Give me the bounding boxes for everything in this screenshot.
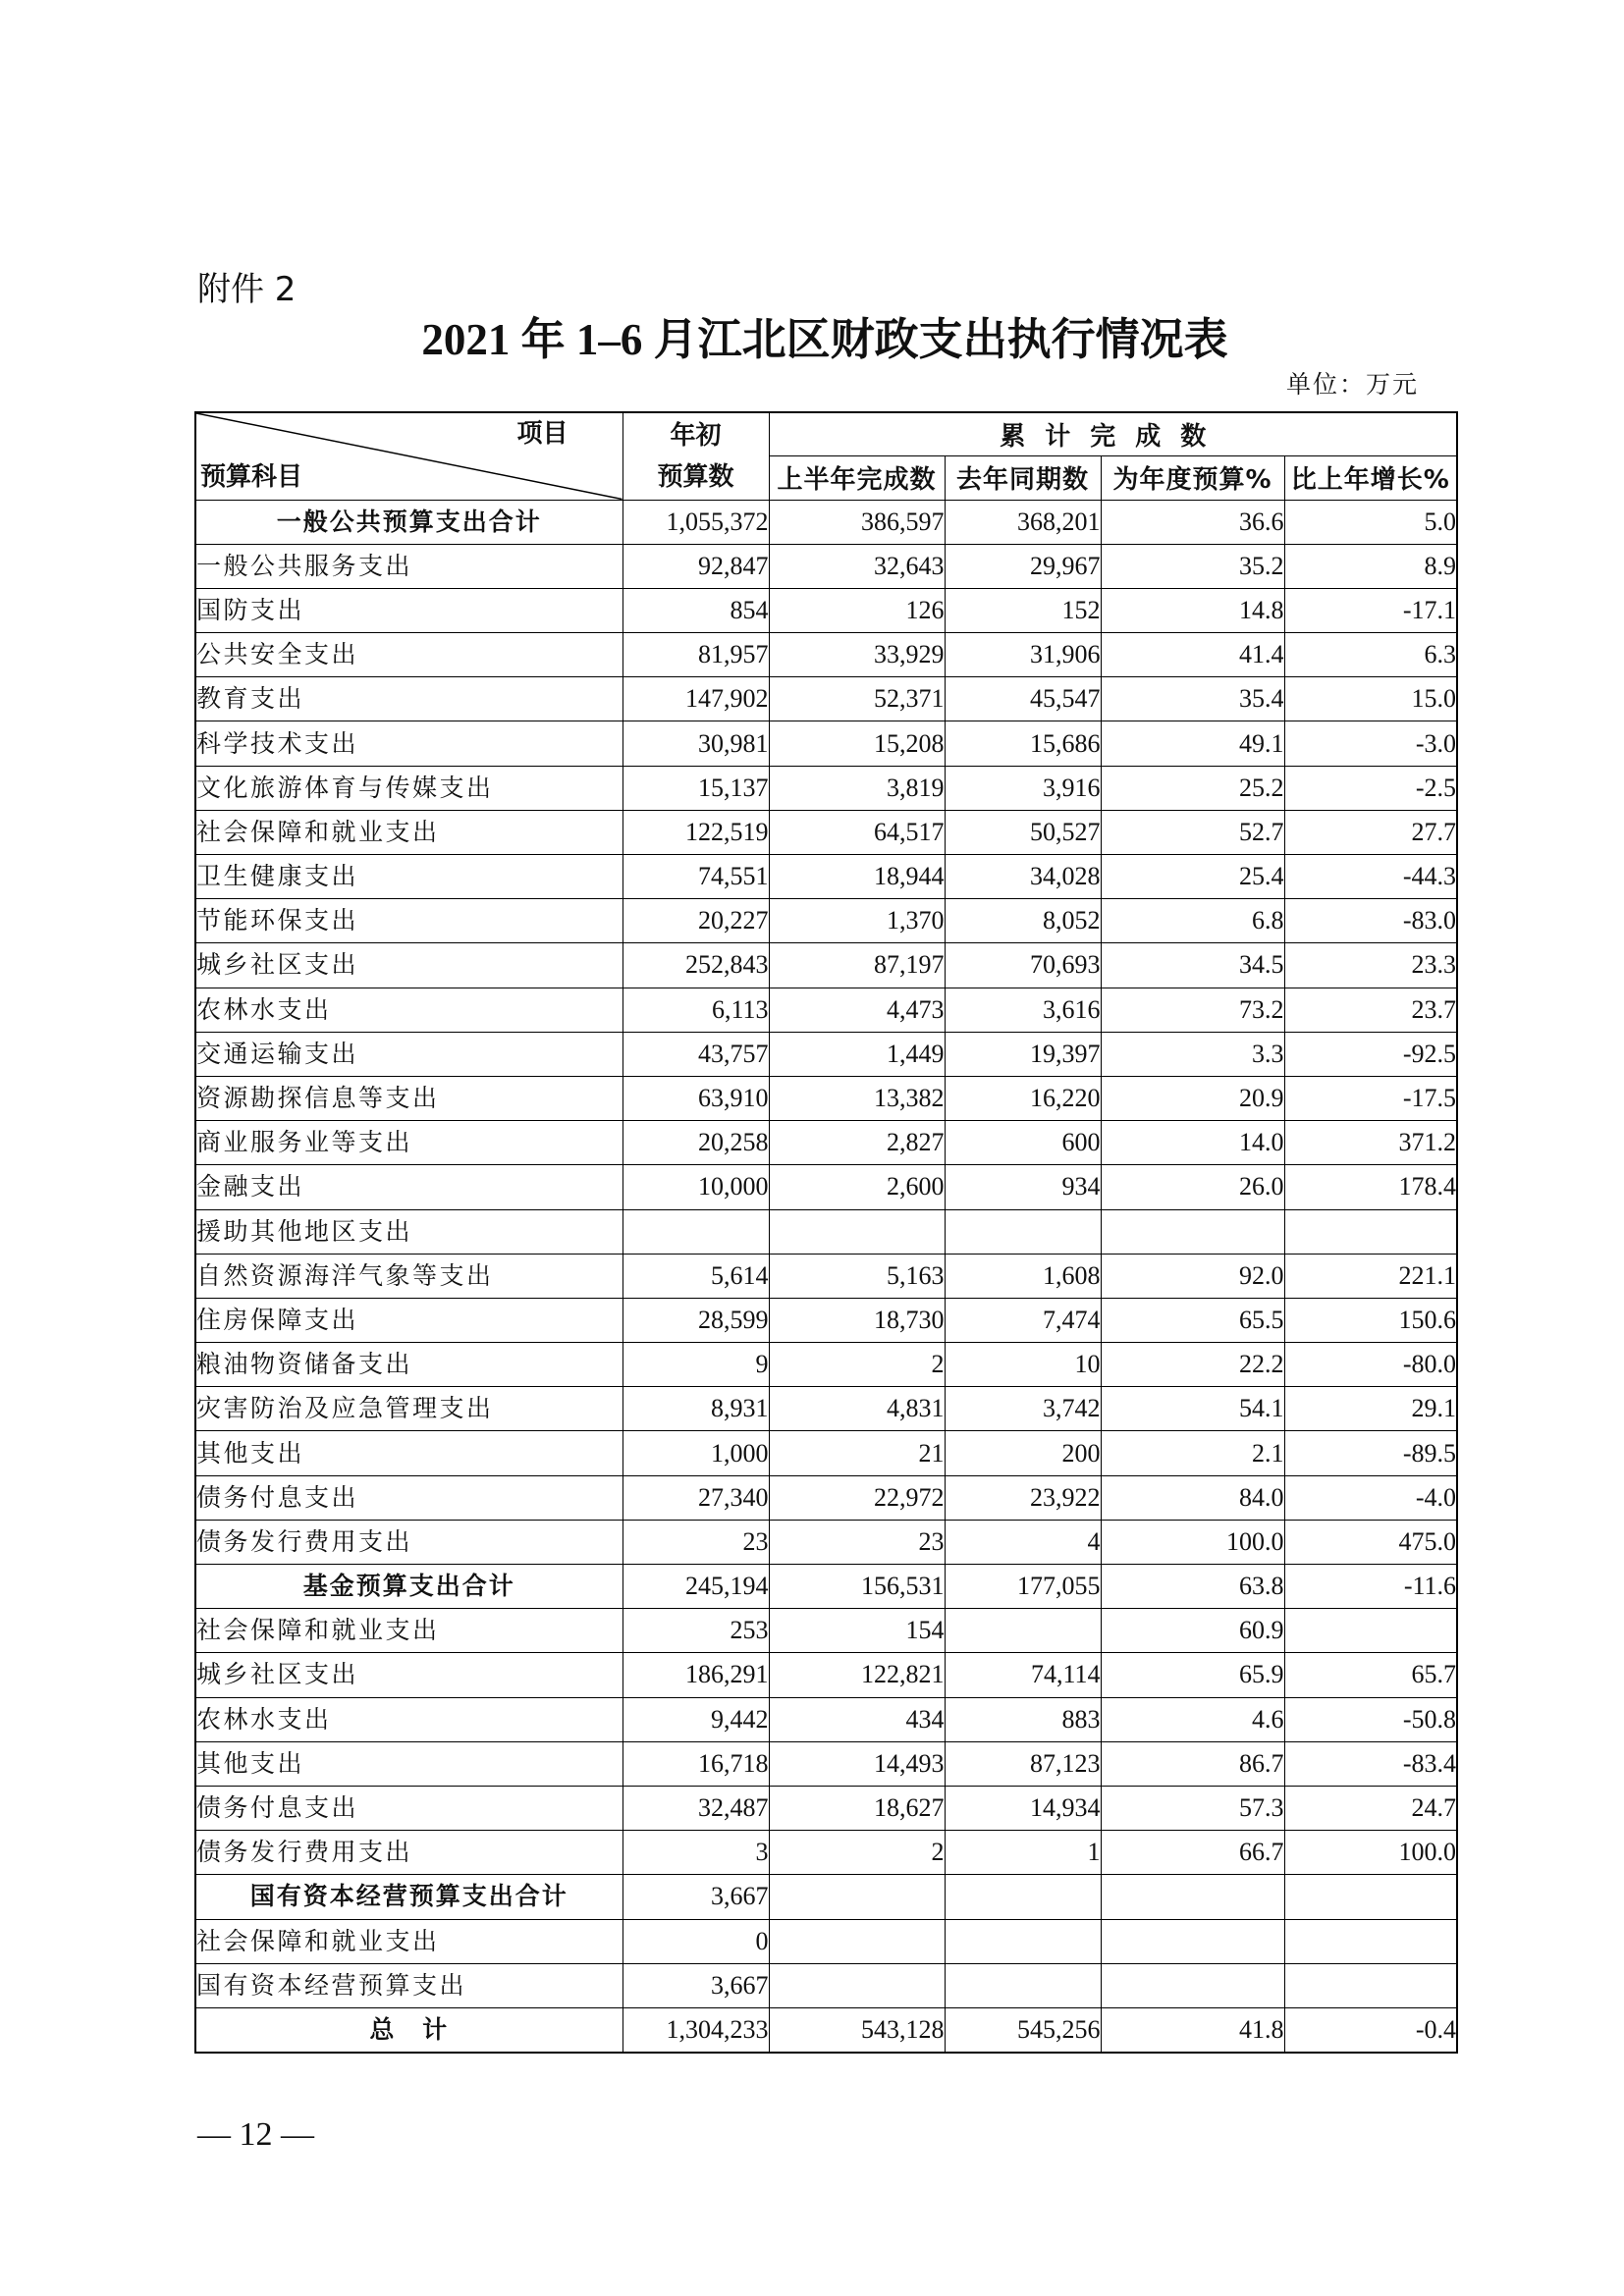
cell-annual-budget: 27,340 (623, 1475, 769, 1520)
unit-label: 单位：万元 (1285, 370, 1419, 399)
cell-pct-of-budget: 100.0 (1101, 1520, 1284, 1564)
table-row (195, 810, 1457, 854)
cell-pct-of-budget: 25.4 (1101, 855, 1284, 899)
table-row (195, 855, 1457, 899)
table-row (195, 1475, 1457, 1520)
cell-prior-year: 14,934 (945, 1786, 1101, 1830)
row-label: 债务发行费用支出 (195, 1520, 623, 1564)
cell-annual-budget: 32,487 (623, 1786, 769, 1830)
table-row (195, 1831, 1457, 1875)
cell-growth-pct: -11.6 (1284, 1565, 1457, 1609)
attachment-label: 附件 2 (197, 270, 297, 309)
document-title: 2021 年 1–6 月江北区财政支出执行情况表 (421, 315, 1228, 364)
cell-annual-budget: 74,551 (623, 855, 769, 899)
cell-annual-budget: 81,957 (623, 633, 769, 677)
cell-growth-pct: -83.0 (1284, 899, 1457, 943)
cell-annual-budget: 10,000 (623, 1165, 769, 1209)
total-row (195, 2007, 1457, 2052)
table-row (195, 544, 1457, 588)
cell-growth-pct (1284, 1919, 1457, 1963)
cell-annual-budget: 63,910 (623, 1076, 769, 1120)
row-label: 一般公共预算支出合计 (195, 500, 623, 544)
header-pct-of-budget: 为年度预算% (1101, 455, 1284, 500)
row-label: 债务付息支出 (195, 1475, 623, 1520)
row-label: 资源勘探信息等支出 (195, 1076, 623, 1120)
table-row (195, 1431, 1457, 1475)
cell-annual-budget: 20,227 (623, 899, 769, 943)
row-label: 社会保障和就业支出 (195, 1609, 623, 1653)
table-row (195, 721, 1457, 766)
row-label: 自然资源海洋气象等支出 (195, 1254, 623, 1298)
cell-pct-of-budget: 60.9 (1101, 1609, 1284, 1653)
row-label: 粮油物资储备支出 (195, 1343, 623, 1387)
cell-growth-pct: 5.0 (1284, 500, 1457, 544)
cell-annual-budget: 1,000 (623, 1431, 769, 1475)
cell-annual-budget: 9 (623, 1343, 769, 1387)
cell-growth-pct: 100.0 (1284, 1831, 1457, 1875)
cell-h1-completed: 434 (769, 1697, 945, 1741)
header-cumulative-completed: 累计完成数 (769, 412, 1457, 455)
table-row (195, 1786, 1457, 1830)
cell-prior-year: 29,967 (945, 544, 1101, 588)
cell-prior-year: 8,052 (945, 899, 1101, 943)
cell-h1-completed (769, 1209, 945, 1254)
cell-pct-of-budget: 36.6 (1101, 500, 1284, 544)
table-row (195, 1076, 1457, 1120)
table-row (195, 1165, 1457, 1209)
cell-pct-of-budget: 4.6 (1101, 1697, 1284, 1741)
row-label: 基金预算支出合计 (195, 1565, 623, 1609)
cell-h1-completed: 4,831 (769, 1387, 945, 1431)
cell-growth-pct: -50.8 (1284, 1697, 1457, 1741)
cell-growth-pct: 15.0 (1284, 677, 1457, 721)
row-label: 社会保障和就业支出 (195, 810, 623, 854)
cell-annual-budget: 43,757 (623, 1032, 769, 1076)
cell-annual-budget: 122,519 (623, 810, 769, 854)
cell-prior-year: 74,114 (945, 1653, 1101, 1697)
cell-growth-pct: 178.4 (1284, 1165, 1457, 1209)
row-label: 社会保障和就业支出 (195, 1919, 623, 1963)
cell-pct-of-budget: 14.8 (1101, 588, 1284, 632)
cell-growth-pct (1284, 1963, 1457, 2007)
cell-growth-pct: 65.7 (1284, 1653, 1457, 1697)
cell-prior-year: 50,527 (945, 810, 1101, 854)
cell-h1-completed: 64,517 (769, 810, 945, 854)
cell-growth-pct: -0.4 (1284, 2007, 1457, 2052)
cell-h1-completed: 2,600 (769, 1165, 945, 1209)
cell-growth-pct: -80.0 (1284, 1343, 1457, 1387)
cell-h1-completed: 154 (769, 1609, 945, 1653)
table-row (195, 1209, 1457, 1254)
cell-prior-year (945, 1963, 1101, 2007)
cell-prior-year: 4 (945, 1520, 1101, 1564)
header-prior-year: 去年同期数 (945, 455, 1101, 500)
header-h1-completed: 上半年完成数 (769, 455, 945, 500)
cell-h1-completed: 2 (769, 1343, 945, 1387)
cell-annual-budget: 245,194 (623, 1565, 769, 1609)
table-row (195, 1653, 1457, 1697)
header-growth-pct: 比上年增长% (1284, 455, 1457, 500)
cell-growth-pct: -3.0 (1284, 721, 1457, 766)
cell-prior-year (945, 1875, 1101, 1919)
table-row (195, 766, 1457, 810)
expenditure-table (194, 411, 1458, 2054)
table-row (195, 1032, 1457, 1076)
cell-pct-of-budget: 26.0 (1101, 1165, 1284, 1209)
row-label: 节能环保支出 (195, 899, 623, 943)
cell-pct-of-budget (1101, 1963, 1284, 2007)
cell-prior-year: 23,922 (945, 1475, 1101, 1520)
table-row (195, 1919, 1457, 1963)
cell-pct-of-budget: 63.8 (1101, 1565, 1284, 1609)
cell-h1-completed: 18,944 (769, 855, 945, 899)
row-label: 金融支出 (195, 1165, 623, 1209)
cell-h1-completed: 21 (769, 1431, 945, 1475)
cell-prior-year: 152 (945, 588, 1101, 632)
cell-growth-pct: -83.4 (1284, 1741, 1457, 1786)
table-row (195, 588, 1457, 632)
row-label: 其他支出 (195, 1741, 623, 1786)
cell-pct-of-budget: 54.1 (1101, 1387, 1284, 1431)
table-row (195, 633, 1457, 677)
total-row (195, 1565, 1457, 1609)
cell-prior-year: 883 (945, 1697, 1101, 1741)
table-row (195, 1741, 1457, 1786)
cell-h1-completed: 543,128 (769, 2007, 945, 2052)
cell-pct-of-budget: 22.2 (1101, 1343, 1284, 1387)
cell-growth-pct: 29.1 (1284, 1387, 1457, 1431)
cell-prior-year (945, 1209, 1101, 1254)
cell-growth-pct: -17.1 (1284, 588, 1457, 632)
cell-prior-year (945, 1609, 1101, 1653)
cell-prior-year: 3,616 (945, 988, 1101, 1032)
cell-prior-year: 934 (945, 1165, 1101, 1209)
cell-pct-of-budget: 92.0 (1101, 1254, 1284, 1298)
row-label: 一般公共服务支出 (195, 544, 623, 588)
cell-pct-of-budget: 86.7 (1101, 1741, 1284, 1786)
cell-growth-pct: 371.2 (1284, 1121, 1457, 1165)
cell-annual-budget: 28,599 (623, 1298, 769, 1342)
total-row (195, 500, 1457, 544)
cell-pct-of-budget (1101, 1919, 1284, 1963)
row-label: 农林水支出 (195, 988, 623, 1032)
cell-prior-year: 10 (945, 1343, 1101, 1387)
cell-pct-of-budget: 65.9 (1101, 1653, 1284, 1697)
cell-h1-completed: 33,929 (769, 633, 945, 677)
header-budget-line1: 年初 (670, 420, 722, 451)
table-row (195, 1609, 1457, 1653)
cell-prior-year: 200 (945, 1431, 1101, 1475)
cell-growth-pct: 6.3 (1284, 633, 1457, 677)
table-row (195, 899, 1457, 943)
cell-annual-budget: 8,931 (623, 1387, 769, 1431)
cell-annual-budget: 186,291 (623, 1653, 769, 1697)
total-row (195, 1875, 1457, 1919)
page-number: — 12 — (197, 2116, 314, 2153)
cell-h1-completed: 126 (769, 588, 945, 632)
cell-growth-pct: 221.1 (1284, 1254, 1457, 1298)
cell-growth-pct: 150.6 (1284, 1298, 1457, 1342)
row-label: 科学技术支出 (195, 721, 623, 766)
cell-pct-of-budget: 35.4 (1101, 677, 1284, 721)
cell-prior-year: 1 (945, 1831, 1101, 1875)
cell-h1-completed: 18,730 (769, 1298, 945, 1342)
cell-h1-completed: 5,163 (769, 1254, 945, 1298)
cell-pct-of-budget: 73.2 (1101, 988, 1284, 1032)
table-row (195, 1343, 1457, 1387)
header-corner-cell (195, 412, 623, 500)
cell-prior-year: 545,256 (945, 2007, 1101, 2052)
cell-prior-year: 7,474 (945, 1298, 1101, 1342)
row-label: 文化旅游体育与传媒支出 (195, 766, 623, 810)
table-row (195, 1387, 1457, 1431)
cell-pct-of-budget: 66.7 (1101, 1831, 1284, 1875)
cell-annual-budget: 147,902 (623, 677, 769, 721)
cell-pct-of-budget: 3.3 (1101, 1032, 1284, 1076)
cell-annual-budget: 20,258 (623, 1121, 769, 1165)
cell-prior-year: 70,693 (945, 943, 1101, 988)
cell-annual-budget: 3,667 (623, 1875, 769, 1919)
cell-annual-budget: 0 (623, 1919, 769, 1963)
cell-growth-pct: -44.3 (1284, 855, 1457, 899)
row-label: 城乡社区支出 (195, 1653, 623, 1697)
cell-h1-completed: 15,208 (769, 721, 945, 766)
cell-annual-budget: 253 (623, 1609, 769, 1653)
cell-annual-budget: 3,667 (623, 1963, 769, 2007)
header-category-label: 预算科目 (200, 461, 303, 492)
cell-h1-completed: 156,531 (769, 1565, 945, 1609)
cell-annual-budget: 9,442 (623, 1697, 769, 1741)
cell-h1-completed: 87,197 (769, 943, 945, 988)
row-label: 商业服务业等支出 (195, 1121, 623, 1165)
cell-pct-of-budget: 2.1 (1101, 1431, 1284, 1475)
cell-growth-pct: 23.3 (1284, 943, 1457, 988)
cell-growth-pct: -17.5 (1284, 1076, 1457, 1120)
cell-pct-of-budget: 34.5 (1101, 943, 1284, 988)
cell-pct-of-budget (1101, 1875, 1284, 1919)
cell-annual-budget: 30,981 (623, 721, 769, 766)
cell-annual-budget: 1,304,233 (623, 2007, 769, 2052)
cell-growth-pct: -4.0 (1284, 1475, 1457, 1520)
table-row (195, 1963, 1457, 2007)
row-label: 国有资本经营预算支出合计 (195, 1875, 623, 1919)
cell-growth-pct: 8.9 (1284, 544, 1457, 588)
cell-growth-pct: 23.7 (1284, 988, 1457, 1032)
cell-prior-year: 16,220 (945, 1076, 1101, 1120)
row-label: 交通运输支出 (195, 1032, 623, 1076)
row-label: 其他支出 (195, 1431, 623, 1475)
cell-h1-completed: 18,627 (769, 1786, 945, 1830)
cell-annual-budget: 16,718 (623, 1741, 769, 1786)
table-header (195, 412, 1457, 500)
cell-pct-of-budget: 25.2 (1101, 766, 1284, 810)
row-label: 住房保障支出 (195, 1298, 623, 1342)
cell-pct-of-budget: 57.3 (1101, 1786, 1284, 1830)
row-label: 灾害防治及应急管理支出 (195, 1387, 623, 1431)
cell-prior-year: 600 (945, 1121, 1101, 1165)
table-row (195, 1520, 1457, 1564)
cell-prior-year: 3,742 (945, 1387, 1101, 1431)
cell-h1-completed: 2 (769, 1831, 945, 1875)
row-label: 卫生健康支出 (195, 855, 623, 899)
cell-h1-completed (769, 1963, 945, 2007)
cell-pct-of-budget: 52.7 (1101, 810, 1284, 854)
table-body (195, 500, 1457, 2053)
cell-h1-completed: 2,827 (769, 1121, 945, 1165)
cell-h1-completed (769, 1875, 945, 1919)
cell-growth-pct: 475.0 (1284, 1520, 1457, 1564)
cell-prior-year: 3,916 (945, 766, 1101, 810)
table-row (195, 943, 1457, 988)
cell-annual-budget: 6,113 (623, 988, 769, 1032)
cell-annual-budget: 23 (623, 1520, 769, 1564)
cell-growth-pct: -92.5 (1284, 1032, 1457, 1076)
table-row (195, 677, 1457, 721)
table-row (195, 988, 1457, 1032)
cell-prior-year: 45,547 (945, 677, 1101, 721)
cell-h1-completed: 386,597 (769, 500, 945, 544)
cell-pct-of-budget: 6.8 (1101, 899, 1284, 943)
table-row (195, 1254, 1457, 1298)
cell-prior-year: 1,608 (945, 1254, 1101, 1298)
row-label: 国防支出 (195, 588, 623, 632)
table-row (195, 1697, 1457, 1741)
cell-annual-budget (623, 1209, 769, 1254)
row-label: 公共安全支出 (195, 633, 623, 677)
cell-h1-completed: 22,972 (769, 1475, 945, 1520)
cell-prior-year: 15,686 (945, 721, 1101, 766)
cell-h1-completed: 23 (769, 1520, 945, 1564)
cell-annual-budget: 252,843 (623, 943, 769, 988)
cell-pct-of-budget: 65.5 (1101, 1298, 1284, 1342)
cell-pct-of-budget: 35.2 (1101, 544, 1284, 588)
header-item-label: 项目 (516, 419, 568, 449)
cell-pct-of-budget: 84.0 (1101, 1475, 1284, 1520)
cell-prior-year (945, 1919, 1101, 1963)
cell-h1-completed: 3,819 (769, 766, 945, 810)
cell-growth-pct: -89.5 (1284, 1431, 1457, 1475)
row-label: 教育支出 (195, 677, 623, 721)
cell-annual-budget: 854 (623, 588, 769, 632)
cell-annual-budget: 92,847 (623, 544, 769, 588)
row-label: 援助其他地区支出 (195, 1209, 623, 1254)
table-row (195, 1121, 1457, 1165)
table-row (195, 1298, 1457, 1342)
header-budget-line2: 预算数 (657, 461, 734, 492)
cell-h1-completed (769, 1919, 945, 1963)
cell-h1-completed: 13,382 (769, 1076, 945, 1120)
cell-prior-year: 87,123 (945, 1741, 1101, 1786)
cell-pct-of-budget (1101, 1209, 1284, 1254)
cell-growth-pct (1284, 1609, 1457, 1653)
cell-h1-completed: 32,643 (769, 544, 945, 588)
cell-h1-completed: 4,473 (769, 988, 945, 1032)
cell-growth-pct (1284, 1875, 1457, 1919)
header-annual-budget (623, 412, 769, 500)
row-label: 债务发行费用支出 (195, 1831, 623, 1875)
cell-pct-of-budget: 41.4 (1101, 633, 1284, 677)
cell-annual-budget: 3 (623, 1831, 769, 1875)
row-label: 城乡社区支出 (195, 943, 623, 988)
cell-pct-of-budget: 20.9 (1101, 1076, 1284, 1120)
row-label: 国有资本经营预算支出 (195, 1963, 623, 2007)
cell-pct-of-budget: 49.1 (1101, 721, 1284, 766)
cell-h1-completed: 14,493 (769, 1741, 945, 1786)
cell-growth-pct: 27.7 (1284, 810, 1457, 854)
cell-h1-completed: 122,821 (769, 1653, 945, 1697)
row-label: 农林水支出 (195, 1697, 623, 1741)
cell-annual-budget: 5,614 (623, 1254, 769, 1298)
cell-prior-year: 177,055 (945, 1565, 1101, 1609)
row-label: 债务付息支出 (195, 1786, 623, 1830)
cell-prior-year: 19,397 (945, 1032, 1101, 1076)
cell-prior-year: 34,028 (945, 855, 1101, 899)
cell-annual-budget: 15,137 (623, 766, 769, 810)
cell-pct-of-budget: 14.0 (1101, 1121, 1284, 1165)
header-row-1 (195, 412, 1457, 455)
cell-h1-completed: 52,371 (769, 677, 945, 721)
cell-prior-year: 31,906 (945, 633, 1101, 677)
cell-h1-completed: 1,449 (769, 1032, 945, 1076)
cell-annual-budget: 1,055,372 (623, 500, 769, 544)
cell-growth-pct: -2.5 (1284, 766, 1457, 810)
cell-growth-pct (1284, 1209, 1457, 1254)
cell-pct-of-budget: 41.8 (1101, 2007, 1284, 2052)
row-label: 总 计 (195, 2007, 623, 2052)
cell-h1-completed: 1,370 (769, 899, 945, 943)
cell-prior-year: 368,201 (945, 500, 1101, 544)
cell-growth-pct: 24.7 (1284, 1786, 1457, 1830)
